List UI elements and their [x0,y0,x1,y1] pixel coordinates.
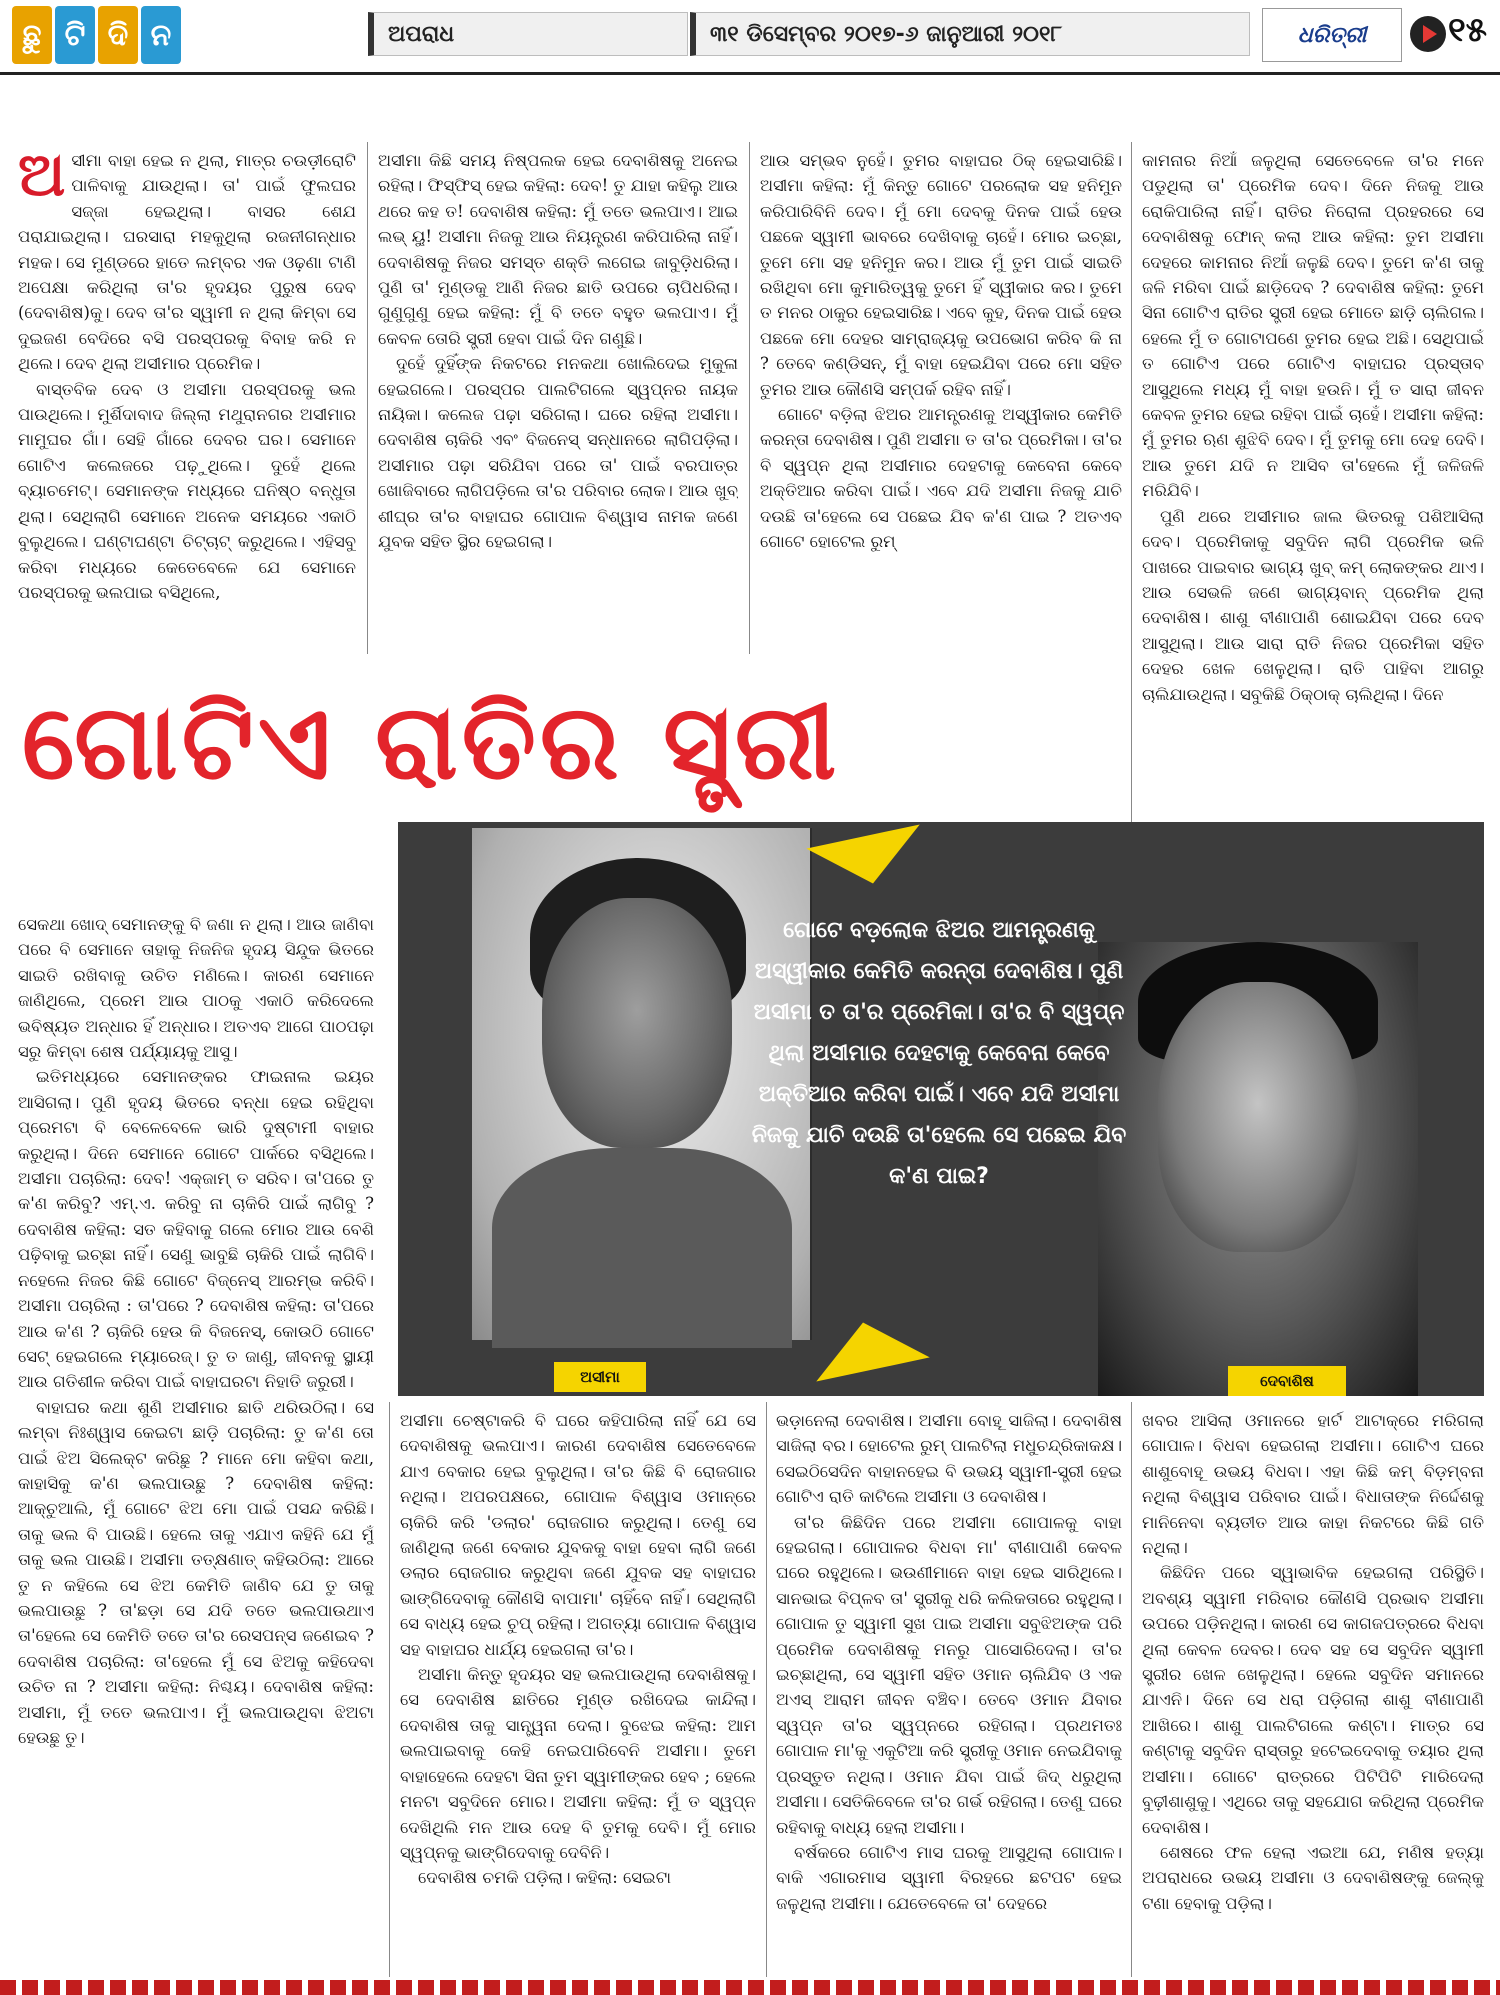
drop-cap: ଅ [18,148,66,210]
article-paragraph: ବାସ୍ତବିକ ଦେବ ଓ ଅସୀମା ପରସ୍ପରକୁ ଭଲ ପାଉଥିଲେ। ମୁର୍ଶିଦାବାଦ ଜିଲ୍ଲା ମଥୁରାନଗର ଅସୀମାର ମାମୁଘର ଗାଁ। ସେହି ଗାଁରେ ଦେବର ଘର। ସେମାନେ ଗୋଟିଏ କଲେଜରେ ପଢ଼ୁଥିଲେ। ଦୁହେଁ ଥିଲେ ବ୍ୟାଚମେଟ୍। ସେମାନଙ୍କ ମଧ୍ୟରେ ଘନିଷ୍ଠ ବନ୍ଧୁତା ଥିଲା। ସେଥିଲାଗି ସେମାନେ ଅନେକ ସମୟରେ ଏକାଠି ବୁଲୁଥିଲେ। ଘଣ୍ଟାଘଣ୍ଟା ଚିଟ୍‌ଚାଟ୍ କରୁଥିଲେ। ଏହିସବୁ କରିବା ମଧ୍ୟରେ କେତେବେଳେ ଯେ ସେମାନେ ପରସ୍ପରକୁ ଭଲପାଇ ବସିଥିଲେ, [18,379,356,602]
article-paragraph: ଶେଷରେ ଫଳ ହେଲା ଏଇଆ ଯେ, ମଣିଷ ହତ୍ୟା ଅପରାଧରେ ଉଭୟ ଅସୀମା ଓ ଦେବାଶିଷଙ୍କୁ ଜେଲ୍‌କୁ ଟଣା ହେବାକୁ ପଡ଼ିଲା। [1142,1842,1484,1913]
quote-mark-bottom [806,1310,929,1381]
brand-letter: ଟି [55,6,95,64]
article-paragraph: ଦୁହେଁ ଦୁହିଁଙ୍କ ନିକଟରେ ମନକଥା ଖୋଲିଦେଇ ମୁକୁଳା ହେଇଗଲେ। ପରସ୍ପର ପାଲଟିଗଲେ ସ୍ୱପ୍ନର ନାୟକ ନାୟିକା। କଲେଜ ପଢ଼ା ସରିଗଲା। ଘରେ ରହିଲା ଅସୀମା। ଦେବାଶିଷ ଚାକିରି ଏବଂ ବିଜନେସ୍ ସନ୍ଧାନରେ ଲାଗିପଡ଼ିଲା। ଅସୀମାର ପଢ଼ା ସରିଯିବା ପରେ ତା' ପାଇଁ ବରପାତ୍ର ଖୋଜିବାରେ ଲାଗିପଡ଼ିଲେ ତା'ର ପରିବାର ଲୋକ। ଆଉ ଖୁବ୍ ଶୀଘ୍ର ତା'ର ବାହାଘର ଗୋପାଳ ବିଶ୍ୱାସ ନାମକ ଜଣେ ଯୁବକ ସହିତ ସ୍ଥିର ହେଇଗଲା। [378,354,738,552]
column-divider [367,142,368,654]
article-paragraph: କିଛିଦିନ ପରେ ସ୍ୱାଭାବିକ ହେଇଗଲା ପରିସ୍ଥିତି। ଅବଶ୍ୟ ସ୍ୱାମୀ ମରିବାର କୌଣସି ପ୍ରଭାବ ଅସୀମା ଉପରେ ପଡ଼ିନଥିଲା। କାରଣ ସେ କାଗଜପତ୍ରରେ ବିଧବା ଥିଲା କେବଳ ଦେବର। ଦେବ ସହ ସେ ସବୁଦିନ ସ୍ୱାମୀ ସ୍ତ୍ରୀର ଖେଳ ଖେଳୁଥିଲା। ହେଲେ ସବୁଦିନ ସମାନରେ ଯାଏନି। ଦିନେ ସେ ଧରା ପଡ଼ିଗଲା ଶାଶୁ ବୀଣାପାଣି ଆଖିରେ। ଶାଶୁ ପାଲଟିଗଲେ କଣ୍ଟା। ମାତ୍ର ସେ କଣ୍ଟାକୁ ସବୁଦିନ ରାସ୍ତାରୁ ହଟେଇଦେବାକୁ ତୟାର ଥିଲା ଅସୀମା। ଗୋଟେ ରାତ୍ରରେ ପିଟିପିଟି ମାରିଦେଲା ବୁଢ଼ୀଶାଶୁକୁ। ଏଥିରେ ତାକୁ ସହଯୋଗ କରିଥିଲା ପ୍ରେମିକ ଦେବାଶିଷ। [1142,1563,1484,1837]
article-paragraph: ବାହାଘର କଥା ଶୁଣି ଅସୀମାର ଛାତି ଥରିଉଠିଲା। ସେ ଲମ୍ବା ନିଃଶ୍ୱାସ କେଇଟା ଛାଡ଼ି ପଚାରିଲା: ତୁ କ'ଣ ତୋ ପାଇଁ ଝିଅ ସିଲେକ୍ଟ କରିଛୁ ? ମାନେ ମୋ କହିବା କଥା, କାହାସିକୁ କ'ଣ ଭଲପାଉଛୁ ? ଦେବାଶିଷ କହିଲା: ଆକ୍ଚୁଆଲି, ମୁଁ ଗୋଟେ ଝିଅ ମୋ ପାଇଁ ପସନ୍ଦ କରିଛି। ତାକୁ ଭଲ ବି ପାଉଛି। ହେଲେ ତାକୁ ଏଯାଏ କହିନି ଯେ ମୁଁ ତାକୁ ଭଲ ପାଉଛି। ଅସୀମା ତତ୍‌କ୍ଷଣାତ୍ କହିଉଠିଲା: ଆରେ ତୁ ନ କହିଲେ ସେ ଝିଅ କେମିତି ଜାଣିବ ଯେ ତୁ ତାକୁ ଭଲପାଉଛୁ ? ତା'ଛଡ଼ା ସେ ଯଦି ତତେ ଭଲପାଉଥାଏ ତା'ହେଲେ ସେ କେମିତି ତତେ ତା'ର ରେସପନ୍ସ ଜଣେଇବ ? ଦେବାଶିଷ ପଚାରିଲା: ତା'ହେଲେ ମୁଁ ସେ ଝିଅକୁ କହିଦେବା ଉଚିତ ନା ? ଅସୀମା କହିଲା: ନିଶ୍ଚୟ। ଦେବାଶିଷ କହିଲା: ଅସୀମା, ମୁଁ ତତେ ଭଲପାଏ। ମୁଁ ଭଲପାଉଥିବା ଝିଅଟା ହେଉଛୁ ତୁ। [18,1397,374,1747]
page-header [0,0,1500,70]
pull-quote: ଗୋଟେ ବଡ଼ଲୋକ ଝିଅର ଆମନ୍ତ୍ରଣକୁ ଅସ୍ୱୀକାର କେମିତି କରନ୍ତା ଦେବାଶିଷ। ପୁଣି ଅସୀମା ତ ତା'ର ପ୍ରେମିକା। ତା'ର ବି ସ୍ୱପ୍ନ ଥିଲା ଅସୀମାର ଦେହଟାକୁ କେବେନା କେବେ ଅକ୍ତିଆର କରିବା ପାଇଁ। ଏବେ ଯଦି ଅସୀମା ନିଜକୁ ଯାଚି ଦଉଛି ତା'ହେଲେ ସେ ପଛେଇ ଯିବ କ'ଣ ପାଇ? [751,918,1127,1189]
article-column-2-top [378,148,738,648]
article-paragraph: ଅସୀମା ଚେଷ୍ଟାକରି ବି ଘରେ କହିପାରିଲା ନାହିଁ ଯେ ସେ ଦେବାଶିଷକୁ ଭଲପାଏ। କାରଣ ଦେବାଶିଷ ସେତେବେଳେ ଯାଏ ବେକାର ହେଇ ବୁଲୁଥିଲା। ତା'ର କିଛି ବି ରୋଜଗାର ନଥିଲା। ଅପରପକ୍ଷରେ, ଗୋପାଳ ବିଶ୍ୱାସ ଓମାନ୍‌ରେ ଚାକିରି କରି 'ଡଲାର' ରୋଜଗାର କରୁଥିଲା। ତେଣୁ ସେ ଜାଣିଥିଲା ଜଣେ ବେକାର ଯୁବକକୁ ବାହା ହେବା ଲାଗି ଜଣେ ଡଲାର ରୋଜଗାର କରୁଥିବା ଜଣେ ଯୁବକ ସହ ବାହାଘର ଭାଙ୍ଗିଦେବାକୁ କୌଣସି ବାପାମା' ଚାହିଁବେ ନାହିଁ। ସେଥିଲାଗି ସେ ବାଧ୍ୟ ହେଇ ଚୁପ୍ ରହିଲା। ଅଗତ୍ୟା ଗୋପାଳ ବିଶ୍ୱାସ ସହ ବାହାଘର ଧାର୍ଯ୍ୟ ହେଇଗଲା ତା'ର। [400,1411,756,1659]
quote-mark-top [806,824,929,895]
article-paragraph: ଆଉ ସମ୍ଭବ ନୁହେଁ। ତୁମର ବାହାଘର ଠିକ୍ ହେଇସାରିଛି। ଅସୀମା କହିଲା: ମୁଁ କିନ୍ତୁ ଗୋଟେ ପରଲୋକ ସହ ହନିମୁନ କରିପାରିବିନି ଦେବ। ମୁଁ ମୋ ଦେବକୁ ଦିନକ ପାଇଁ ହେଉ ପଛକେ ସ୍ୱାମୀ ଭାବରେ ଦେଖିବାକୁ ଚାହେଁ। ମୋର ଇଚ୍ଛା, ତୁମେ ମୋ ସହ ହନିମୁନ କର। ଆଉ ମୁଁ ତୁମ ପାଇଁ ସାଇତି ରଖିଥିବା ମୋ କୁମାରିତ୍ୱକୁ ତୁମେ ହିଁ ସ୍ୱୀକାର କର। ତୁମେ ତ ମନର ଠାକୁର ହେଇସାରିଛ। ଏବେ କୁହ, ଦିନକ ପାଇଁ ହେଉ ପଛକେ ମୋ ଦେହର ସାମ୍ରାଜ୍ୟକୁ ଉପଭୋଗ କରିବ କି ନା ? ତେବେ କଣ୍ଡିସନ୍, ମୁଁ ବାହା ହେଇଯିବା ପରେ ମୋ ସହିତ ତୁମର ଆଉ କୌଣସି ସମ୍ପର୍କ ରହିବ ନାହିଁ। [760,151,1122,399]
article-paragraph: ପୁଣି ଥରେ ଅସୀମାର ଜାଲ ଭିତରକୁ ପଶିଆସିଲା ଦେବ। ପ୍ରେମିକାକୁ ସବୁଦିନ ଲାଗି ପ୍ରେମିକ ଭଳି ପାଖରେ ପାଇବାର ଭାଗ୍ୟ ଖୁବ୍ କମ୍ ଲୋକଙ୍କର ଥାଏ। ଆଉ ସେଭଳି ଜଣେ ଭାଗ୍ୟବାନ୍ ପ୍ରେମିକ ଥିଲା ଦେବାଶିଷ। ଶାଶୁ ବୀଣାପାଣି ଶୋଇଯିବା ପରେ ଦେବ ଆସୁଥିଲା। ଆଉ ସାରା ରାତି ନିଜର ପ୍ରେମିକା ସହିତ ଦେହର ଖେଳ ଖେଳୁଥିଲା। ରାତି ପାହିବା ଆଗରୁ ଚାଲିଯାଉଥିଲା। ସବୁକିଛି ଠିକ୍‌ଠାକ୍ ଚାଲିଥିଲା। ଦିନେ [1142,506,1484,704]
header-rule [0,72,1500,75]
publication-logo [1262,8,1402,62]
caption-asima: ଅସୀମା [554,1362,646,1392]
article-column-3-top [760,148,1122,648]
article-column-1-bottom [18,912,374,1972]
section-label: ଅପରାଧ [388,22,455,47]
brand-letter: ଛୁ [12,6,52,64]
play-icon [1410,16,1446,52]
article-column-3-bottom [776,1408,1122,1973]
date-bar [690,12,1250,56]
caption-debashish: ଦେବାଶିଷ [1228,1366,1346,1396]
article-paragraph: ତା'ର କିଛିଦିନ ପରେ ଅସୀମା ଗୋପାଳକୁ ବାହା ହେଇଗଲା। ଗୋପାଳର ବିଧବା ମା' ବୀଣାପାଣି କେବଳ ଘରେ ରହୁଥିଲେ। ଭଉଣୀମାନେ ବାହା ହେଇ ସାରିଥିଲେ। ସାନଭାଇ ବିପ୍ଳବ ତା' ସ୍ତ୍ରୀକୁ ଧରି କଲିକତାରେ ରହୁଥିଲା। ଗୋପାଳ ତୁ ସ୍ୱାମୀ ସୁଖ ପାଇ ଅସୀମା ସବୁଝିଅଙ୍କ ପରି ପ୍ରେମିକ ଦେବାଶିଷକୁ ମନରୁ ପାସୋରିଦେଲା। ତା'ର ଇଚ୍ଛାଥିଲା, ସେ ସ୍ୱାମୀ ସହିତ ଓମାନ ଚାଲିଯିବ ଓ ଏକ ଅଏସ୍ ଆରାମ ଜୀବନ ବଞ୍ଚିବ। ତେବେ ଓମାନ ଯିବାର ସ୍ୱପ୍ନ ତା'ର ସ୍ୱପ୍ନରେ ରହିଗଲା। ପ୍ରଥମତଃ ଗୋପାଳ ମା'କୁ ଏକୁଟିଆ କରି ସ୍ତ୍ରୀକୁ ଓମାନ ନେଇଯିବାକୁ ପ୍ରସ୍ତୁତ ନଥିଲା। ଓମାନ ଯିବା ପାଇଁ ଜିଦ୍ ଧରୁଥିଲା ଅସୀମା। ସେତିକିବେଳେ ତା'ର ଗର୍ଭ ରହିଗଲା। ତେଣୁ ଘରେ ରହିବାକୁ ବାଧ୍ୟ ହେଲା ଅସୀମା। [776,1512,1122,1837]
article-paragraph: ଭଡ଼ାନେଲା ଦେବାଶିଷ। ଅସୀମା ବୋହୂ ସାଜିଲା। ଦେବାଶିଷ ସାଜିଲା ବର। ହୋଟେଲ ରୁମ୍ ପାଲଟିଲା ମଧୁଚନ୍ଦ୍ରିକାକକ୍ଷ। ସେଇଠିସେଦିନ ବାହାନହେଇ ବି ଉଭୟ ସ୍ୱାମୀ-ସ୍ତ୍ରୀ ହେଇ ଗୋଟିଏ ରାତି କାଟିଲେ ଅସୀମା ଓ ଦେବାଶିଷ। [776,1411,1122,1507]
article-paragraph [18,148,356,377]
column-divider [389,1402,390,1977]
photo-panel [398,822,1484,1396]
article-column-1-top [18,148,356,648]
photo-asima-face [542,898,732,1148]
brand-letter: ଦି [98,6,138,64]
section-bar [368,12,688,56]
footer-pattern [0,1980,1500,1995]
photo-debashish [1098,942,1418,1396]
article-paragraph: ଅସୀମା କିନ୍ତୁ ହୃଦୟର ସହ ଭଲପାଉଥିଲା ଦେବାଶିଷକୁ। ସେ ଦେବାଶିଷ ଛାତିରେ ମୁଣ୍ଡ ରଖିଦେଇ କାନ୍ଦିଲା। ଦେବାଶିଷ ତାକୁ ସାନ୍ତ୍ୱନା ଦେଲା। ବୁଝେଇ କହିଲା: ଆମ ଭଲପାଇବାକୁ କେହି ନେଇପାରିବେନି ଅସୀମା। ତୁମେ ବାହାହେଲେ ଦେହଟା ସିନା ତୁମ ସ୍ୱାମୀଙ୍କର ହେବ ; ହେଲେ ମନଟା ସବୁଦିନେ ମୋର। ଅସୀମା କହିଲା: ମୁଁ ତ ସ୍ୱପ୍ନ ଦେଖିଥିଲି ମନ ଆଉ ଦେହ ବି ତୁମକୁ ଦେବି। ମୁଁ ମୋର ସ୍ୱପ୍ନକୁ ଭାଙ୍ଗିଦେବାକୁ ଦେବିନି। [400,1665,756,1862]
article-paragraph: ସେକଥା ଖୋଦ୍ ସେମାନଙ୍କୁ ବି ଜଣା ନ ଥିଲା। ଆଉ ଜାଣିବା ପରେ ବି ସେମାନେ ତାହାକୁ ନିଜନିଜ ହୃଦୟ ସିନ୍ଦୁକ ଭିତରେ ସାଇତି ରଖିବାକୁ ଉଚିତ ମଣିଲେ। କାରଣ ସେମାନେ ଜାଣିଥିଲେ, ପ୍ରେମ ଆଉ ପାଠକୁ ଏକାଠି କରିଦେଲେ ଭବିଷ୍ୟତ ଅନ୍ଧାର ହିଁ ଅନ୍ଧାର। ଅତଏବ ଆଗେ ପାଠପଢ଼ା ସରୁ କିମ୍ବା ଶେଷ ପର୍ଯ୍ୟାୟକୁ ଆସୁ। [18,915,374,1062]
article-paragraph: ଅସୀମା କିଛି ସମୟ ନିଷ୍ପଲକ ହେଇ ଦେବାଶିଷକୁ ଅନେଇ ରହିଲା। ଫିସ୍‌ଫିସ୍ ହେଇ କହିଲା: ଦେବ! ତୁ ଯାହା କହିଲୁ ଆଉ ଥରେ କହ ତ! ଦେବାଶିଷ କହିଲା: ମୁଁ ତତେ ଭଲପାଏ। ଆଇ ଲଭ୍ ୟୁ! ଅସୀମା ନିଜକୁ ଆଉ ନିୟନ୍ତ୍ରଣ କରିପାରିଲା ନାହିଁ। ଦେବାଶିଷକୁ ନିଜର ସମସ୍ତ ଶକ୍ତି ଲଗେଇ ଜାବୁଡ଼ିଧରିଲା। ପୁଣି ତା' ମୁଣ୍ଡକୁ ଆଣି ନିଜର ଛାତି ଉପରେ ଚାପିଧରିଲା। ଗୁଣୁଗୁଣୁ ହେଇ କହିଲା: ମୁଁ ବି ତତେ ବହୁତ ଭଲପାଏ। ମୁଁ କେବଳ ତୋରି ସ୍ତ୍ରୀ ହେବା ପାଇଁ ଦିନ ଗଣୁଛି। [378,151,738,348]
article-paragraph: ଦେବାଶିଷ ଚମକି ପଡ଼ିଲା। କହିଲା: ସେଇଟା [418,1868,671,1888]
headline: ଗୋଟିଏ ରାତିର ସ୍ତ୍ରୀ [22,681,841,803]
photo-debashish-face [1158,982,1358,1252]
article-paragraph: କାମନାର ନିଆଁ ଜଳୁଥିଲା ସେତେବେଳେ ତା'ର ମନେ ପଡୁଥିଲା ତା' ପ୍ରେମିକ ଦେବ। ଦିନେ ନିଜକୁ ଆଉ ରୋକିପାରିଲା ନାହିଁ। ରାତିର ନିରୋଳା ପ୍ରହରରେ ସେ ଦେବାଶିଷକୁ ଫୋନ୍ କଲା ଆଉ କହିଲା: ତୁମ ଅସୀମା ଦେହରେ କାମନାର ନିଆଁ ଜଳୁଛି ଦେବ। ତୁମେ କ'ଣ ତାକୁ ଜଳି ମରିବା ପାଇଁ ଛାଡ଼ିଦେବ ? ଦେବାଶିଷ କହିଲା: ତୁମେ ସିନା ଗୋଟିଏ ରାତିର ସ୍ତ୍ରୀ ହେଇ ମୋତେ ଛାଡ଼ି ଚାଲିଗଲ। ହେଲେ ମୁଁ ତ ଗୋଟାପଣେ ତୁମର ହେଇ ଅଛି। ସେଥିପାଇଁ ତ ଗୋଟିଏ ପରେ ଗୋଟିଏ ବାହାଘର ପ୍ରସ୍ତାବ ଆସୁଥିଲେ ମଧ୍ୟ ମୁଁ ବାହା ହଉନି। ମୁଁ ତ ସାରା ଜୀବନ କେବଳ ତୁମର ହେଇ ରହିବା ପାଇଁ ଚାହେଁ। ଅସୀମା କହିଲା: ମୁଁ ତୁମର ଋଣ ଶୁଝିବି ଦେବ। ମୁଁ ତୁମକୁ ମୋ ଦେହ ଦେବି। ଆଉ ତୁମେ ଯଦି ନ ଆସିବ ତା'ହେଲେ ମୁଁ ଜଳିଜଳି ମରିଯିବି। [1142,151,1484,501]
brand-logo [12,6,181,68]
brand-letter: ନ [141,6,181,64]
issue-date: ୩୧ ଡିସେମ୍ବର ୨୦୧୭-୬ ଜାନୁଆରୀ ୨୦୧୮ [710,22,1062,47]
page-number: ୧୫ [1448,10,1487,50]
article-column-4-top [1142,148,1484,856]
column-divider [1131,1402,1132,1977]
article-paragraph: ଖବର ଆସିଲା ଓମାନରେ ହାର୍ଟ ଆଟାକ୍‌ରେ ମରିଗଲା ଗୋପାଳ। ବିଧବା ହେଇଗଲା ଅସୀମା। ଗୋଟିଏ ଘରେ ଶାଶୁବୋହୂ ଉଭୟ ବିଧବା। ଏହା କିଛି କମ୍ ବିଡ଼ମ୍ବନା ନଥିଲା ବିଶ୍ୱାସ ପରିବାର ପାଇଁ। ବିଧାତାଙ୍କ ନିର୍ଦ୍ଦେଶକୁ ମାନିନେବା ବ୍ୟତୀତ ଆଉ କାହା ନିକଟରେ କିଛି ଗତି ନଥିଲା। [1142,1411,1484,1558]
article-paragraph: ବର୍ଷକରେ ଗୋଟିଏ ମାସ ଘରକୁ ଆସୁଥିଲା ଗୋପାଳ। ବାକି ଏଗାରମାସ ସ୍ୱାମୀ ବିରହରେ ଛଟପଟ ହେଇ ଜଳୁଥିଲା ଅସୀମା। ଯେତେବେଳେ ତା' ଦେହରେ [776,1842,1122,1913]
article-column-2-bottom [400,1408,756,1973]
column-divider [1131,142,1132,822]
article-paragraph: ଗୋଟେ ବଡ଼ିଲା ଝିଅର ଆମନ୍ତ୍ରଣକୁ ଅସ୍ୱୀକାର କେମିତି କରନ୍ତା ଦେବାଶିଷ। ପୁଣି ଅସୀମା ତ ତା'ର ପ୍ରେମିକା। ତା'ର ବି ସ୍ୱପ୍ନ ଥିଲା ଅସୀମାର ଦେହଟାକୁ କେବେନା କେବେ ଅକ୍ତିଆର କରିବା ପାଇଁ। ଏବେ ଯଦି ଅସୀମା ନିଜକୁ ଯାଚି ଦଉଛି ତା'ହେଲେ ସେ ପଛେଇ ଯିବ କ'ଣ ପାଇ ? ଅତଏବ ଗୋଟେ ହୋଟେଲ ରୁମ୍ [760,405,1122,552]
column-divider [749,142,750,654]
photo-asima-body [492,1148,792,1348]
paragraph-text: ସୀମା ବାହା ହେଇ ନ ଥିଲା, ମାତ୍ର ଚଉଡ଼ୀରୋଟି ପାଳିବାକୁ ଯାଉଥିଲା। ତା' ପାଇଁ ଫୁଲଘର ସଜ୍ଜା ହେଇଥିଲା। ବାସର ଶେଯ ପରାଯାଇଥିଲା। ଘରସାରା ମହକୁଥିଲା ରଜନୀଗନ୍ଧାର ମହକ। ସେ ମୁଣ୍ଡରେ ହାତେ ଲମ୍ବର ଏକ ଓଢ଼ଣା ଟାଣି ଅପେକ୍ଷା କରିଥିଲା ତା'ର ହୃଦୟର ପୁରୁଷ ଦେବ (ଦେବାଶିଷ)କୁ। ଦେବ ତା'ର ସ୍ୱାମୀ ନ ଥିଲା କିମ୍ବା ସେ ଦୁଇଜଣ ବେଦିରେ ବସି ପରସ୍ପରକୁ ବିବାହ କରି ନ ଥିଲେ। ଦେବ ଥିଲା ଅସୀମାର ପ୍ରେମିକ। [18,151,356,374]
article-column-4-bottom [1142,1408,1484,1973]
article-paragraph: ଇତିମଧ୍ୟରେ ସେମାନଙ୍କର ଫାଇନାଲ ଇୟର ଆସିଗଲା। ପୁଣି ହୃଦୟ ଭିତରେ ବନ୍ଧା ହେଇ ରହିଥିବା ପ୍ରେମଟା ବି ବେଳେବେଳେ ଭାରି ଦୁଷ୍ଟାମୀ ବାହାର କରୁଥିଲା। ଦିନେ ସେମାନେ ଗୋଟେ ପାର୍କରେ ବସିଥିଲେ। ଅସୀମା ପଚାରିଲା: ଦେବ! ଏକ୍‌ଜାମ୍ ତ ସରିବ। ତା'ପରେ ତୁ କ'ଣ କରିବୁ? ଏମ୍.ଏ. କରିବୁ ନା ଚାକିରି ପାଇଁ ଲାଗିବୁ ? ଦେବାଶିଷ କହିଲା: ସତ କହିବାକୁ ଗଲେ ମୋର ଆଉ ବେଶି ପଢ଼ିବାକୁ ଇଚ୍ଛା ନାହିଁ। ସେଣୁ ଭାବୁଛି ଚାକିରି ପାଇଁ ଲାଗିବି। ନହେଲେ ନିଜର କିଛି ଗୋଟେ ବିଜ୍‌ନେସ୍ ଆରମ୍ଭ କରିବି। ଅସୀମା ପଚାରିଲା : ତା'ପରେ ? ଦେବାଶିଷ କହିଲା: ତା'ପରେ ଆଉ କ'ଣ ? ଚାକିରି ହେଉ କି ବିଜନେସ୍, କୋଉଠି ଗୋଟେ ସେଟ୍ ହେଇଗଲେ ମ୍ୟାରେଜ୍। ତୁ ତ ଜାଣୁ, ଜୀବନକୁ ସ୍ଥାୟୀ ଆଉ ଗତିଶୀଳ କରିବା ପାଇଁ ବାହାଘରଟା ନିହାତି ଜରୁରୀ। [18,1067,374,1392]
column-divider [766,1402,767,1977]
publication-logo-text: ଧରିତ୍ରୀ [1297,22,1367,48]
